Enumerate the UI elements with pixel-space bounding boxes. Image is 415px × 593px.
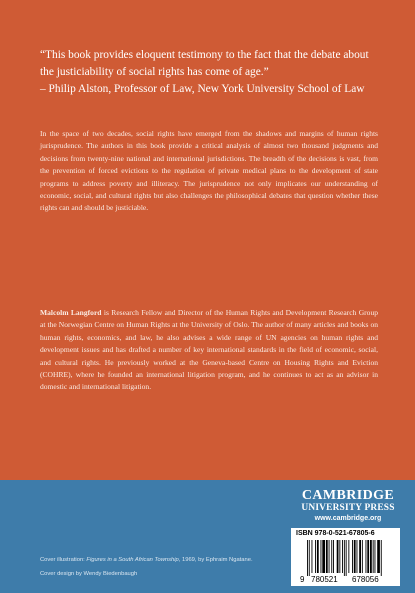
barcode-bar xyxy=(377,540,380,573)
barcode-bar xyxy=(352,540,353,573)
illustration-credit xyxy=(40,553,253,567)
barcode-bar xyxy=(339,540,340,573)
barcode-bar xyxy=(346,540,347,576)
illustration-credit-prefix: Cover illustration: xyxy=(40,557,87,563)
barcode-bar xyxy=(359,540,361,573)
barcode-bar xyxy=(337,540,339,573)
barcode-bar xyxy=(312,540,313,573)
barcode-bar xyxy=(315,540,316,573)
barcode-bar xyxy=(333,540,334,573)
book-description: In the space of two decades, social rights have emerged from the shadows and margins of human rights jurisprudence. The authors in this book provide a critical analysis of almost two thousand judgments and decisions from twenty-nine national and international jurisdictions. The breadth of the decisions is vast, from the prevention of forced evictions to the regulation of private medical plans to the development of state programs to address poverty and illiteracy. The jurisprudence not only implicates our understanding of economic, social, and cultural rights but also challenges the philosophical debates that question whether these rights can and should be justiciable. xyxy=(40,129,378,213)
barcode-bar xyxy=(370,540,372,573)
barcode-bar xyxy=(357,540,358,573)
barcode-bar xyxy=(307,540,308,576)
barcode-bar xyxy=(342,540,343,573)
barcode-bar xyxy=(362,540,363,573)
barcode-bar xyxy=(329,540,330,573)
quote-attribution: – Philip Alston, Professor of Law, New York University School of Law xyxy=(40,83,365,95)
barcode-icon xyxy=(299,540,395,584)
barcode-bar xyxy=(367,540,369,573)
quote-text: “This book provides eloquent testimony to the fact that the debate about the justiciability of social rights has come of age.” xyxy=(40,49,369,78)
barcode-bar xyxy=(381,540,382,576)
publisher-press: UNIVERSITY PRESS xyxy=(301,503,395,513)
barcode-bars xyxy=(307,540,382,576)
endorsement-quote xyxy=(40,47,385,98)
barcode-bar xyxy=(317,540,319,573)
barcode-bar xyxy=(322,540,325,573)
barcode-digits-left: 780521 xyxy=(311,575,338,584)
barcode-digit-first: 9 xyxy=(300,575,305,584)
bottom-band xyxy=(0,480,415,593)
illustration-credit-suffix: , 1969, by Ephraim Ngatane. xyxy=(178,557,253,563)
barcode-bar xyxy=(366,540,367,573)
publisher-url: www.cambridge.org xyxy=(314,515,382,522)
cover-credits xyxy=(40,553,253,581)
author-bio-text: is Research Fellow and Director of the Human Rights and Development Research Group at the Norwegian Centre on Human Rights at the University of Oslo. The author of many articles and books on human rights, economics, and law, he also advises a wide range of UN agencies on human rights and development issues and has drafted a number of key international standards in the field of economic, social, and cultural rights. He previously worked at the Geneva-based Centre on Housing Rights and Eviction (COHRE), where he founded an international litigation program, and he continues to act as an advisor in domestic and international litigation. xyxy=(40,308,379,392)
isbn-label: ISBN 978-0-521-67805-6 xyxy=(296,530,375,537)
author-name: Malcolm Langford xyxy=(40,308,102,317)
barcode-digits-right: 678056 xyxy=(352,575,379,584)
publisher-name: CAMBRIDGE xyxy=(301,488,395,503)
barcode-bar xyxy=(326,540,328,573)
publisher-logo xyxy=(292,488,404,524)
author-bio xyxy=(40,307,378,394)
barcode-bar xyxy=(331,540,332,573)
barcode-bar xyxy=(373,540,374,573)
barcode-bar xyxy=(348,540,349,573)
barcode-bar xyxy=(309,540,310,576)
barcode-bar xyxy=(354,540,356,573)
design-credit: Cover design by Wendy Biedenbaugh xyxy=(40,571,138,577)
barcode-bar xyxy=(344,540,345,576)
barcode-bar xyxy=(375,540,376,573)
barcode-bar xyxy=(321,540,322,573)
illustration-credit-title: Figures in a South African Township xyxy=(86,557,179,563)
barcode-box xyxy=(291,528,400,586)
